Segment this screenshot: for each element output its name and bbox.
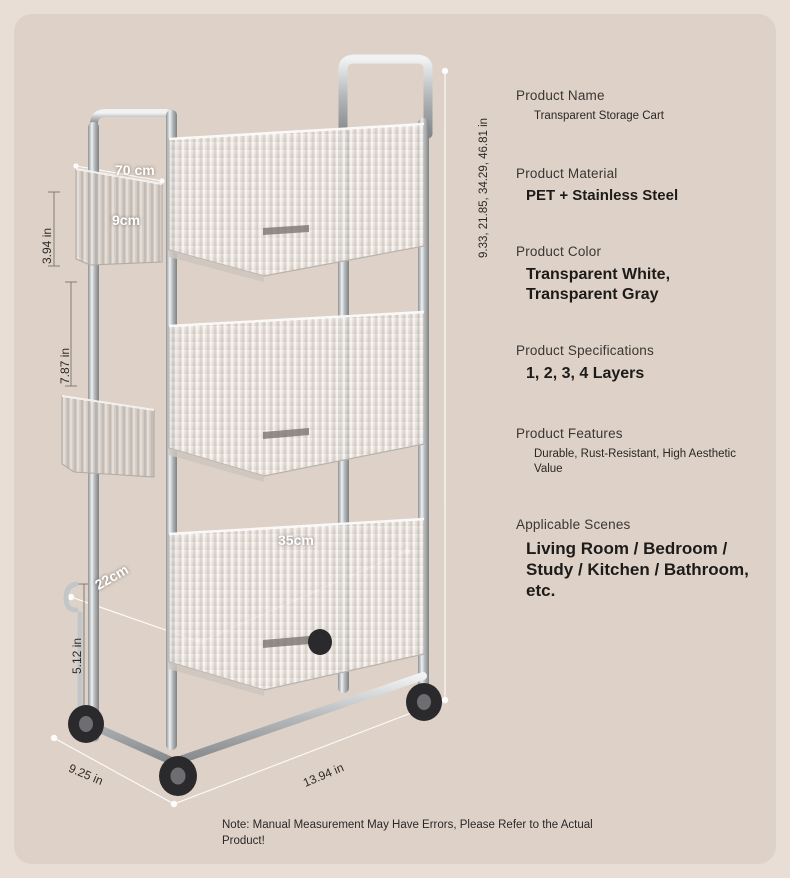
dim-basket-length: 35cm <box>278 532 314 548</box>
dim-base-width: 13.94 in <box>301 760 346 790</box>
spec-label: Product Name <box>516 88 605 103</box>
spec-value: 1, 2, 3, 4 Layers <box>526 364 645 382</box>
spec-value: Transparent Storage Cart <box>534 110 664 122</box>
spec-value: PET + Stainless Steel <box>526 186 679 204</box>
spec-label: Applicable Scenes <box>516 516 631 532</box>
dim-bottom-left: 5.12 in <box>70 637 84 674</box>
spec-label: Product Material <box>516 165 618 181</box>
dim-top-basket-depth: 9cm <box>112 212 141 228</box>
dim-total-heights: 9.33, 21.85, 34.29, 46.81 in <box>478 117 490 258</box>
spec-product-color <box>508 244 758 305</box>
spec-value: Durable, Rust-Resistant, High Aesthetic Value <box>534 447 736 475</box>
spec-label: Product Color <box>516 243 602 259</box>
dim-top-basket-height: 3.94 in <box>40 227 54 264</box>
spec-product-name <box>508 88 758 124</box>
spec-product-features <box>508 426 758 477</box>
spec-list <box>508 88 758 619</box>
spec-applicable-scenes <box>508 517 758 602</box>
dim-base-depth: 9.25 in <box>66 761 106 788</box>
dim-top-basket-width: 70 cm <box>115 162 155 178</box>
spec-label: Product Specifications <box>516 342 654 358</box>
measurement-note: Note: Manual Measurement May Have Errors, Please Refer to the Actual Product! <box>222 819 593 847</box>
spec-product-material <box>508 166 758 206</box>
spec-product-specifications <box>508 343 758 384</box>
spec-value: Transparent White, Transparent Gray <box>526 265 671 303</box>
dim-tier-gap: 7.87 in <box>58 347 72 384</box>
product-illustration <box>14 14 514 814</box>
spec-label: Product Features <box>516 425 623 441</box>
dim-basket-depth: 22cm <box>92 561 132 593</box>
spec-value: Living Room / Bedroom / Study / Kitchen / Bathroom, etc. <box>526 538 749 601</box>
cart-drawing <box>14 14 514 814</box>
